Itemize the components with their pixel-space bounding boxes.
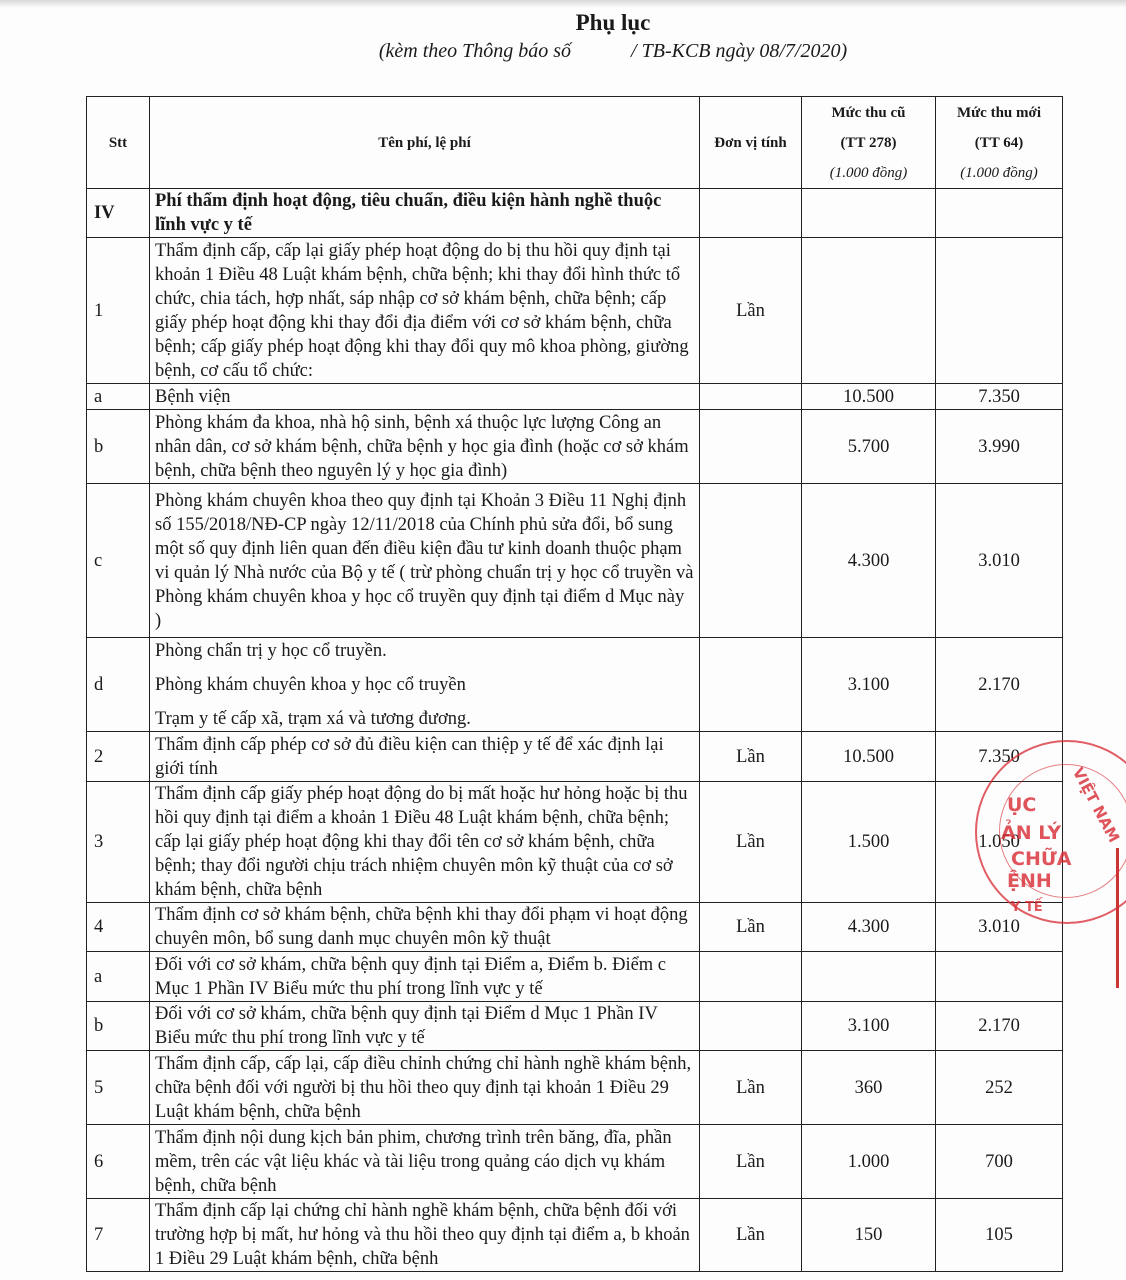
- header-new-l1: Mức thu mới: [957, 104, 1041, 121]
- row-old-fee: 1.000: [802, 1125, 936, 1199]
- row-stt: a: [87, 952, 150, 1002]
- row-new-fee: 3.010: [936, 903, 1063, 952]
- table-row: [87, 952, 1063, 1002]
- row-name: Đối với cơ sở khám, chữa bệnh quy định tại Điểm d Mục 1 Phần IV Biểu mức thu phí trong lĩnh vực y tế: [150, 1002, 700, 1051]
- header-new-fee: [936, 97, 1063, 189]
- row-name: Phòng khám đa khoa, nhà hộ sinh, bệnh xá thuộc lực lượng Công an nhân dân, cơ sở khám bệnh, chữa bệnh y học gia đình (hoặc cơ sở khám bệnh, chữa bệnh theo nguyên lý y học gia đình): [150, 410, 700, 484]
- table-row: [87, 732, 1063, 782]
- table-row: [87, 410, 1063, 484]
- header-old-l3: (1.000 đồng): [829, 164, 908, 181]
- page-title: Phụ lục: [575, 10, 651, 35]
- row-old-fee: 4.300: [802, 484, 936, 638]
- row-stt: 4: [87, 903, 150, 952]
- row-old-fee: 1.500: [802, 782, 936, 903]
- row-stt: 1: [87, 238, 150, 384]
- row-old-fee: [802, 952, 936, 1002]
- row-unit: [700, 952, 802, 1002]
- row-stt: 2: [87, 732, 150, 782]
- row-old-fee: 10.500: [802, 732, 936, 782]
- row-old-fee: [802, 238, 936, 384]
- row-stt: c: [87, 484, 150, 638]
- header-unit: Đơn vị tính: [700, 97, 802, 189]
- header-old-fee: [802, 97, 936, 189]
- row-new-fee: 7.350: [936, 732, 1063, 782]
- table-header-row: [87, 97, 1063, 189]
- row-unit: Lần: [700, 732, 802, 782]
- row-new-fee: 105: [936, 1199, 1063, 1272]
- row-old-fee: [802, 189, 936, 238]
- row-old-fee: 150: [802, 1199, 936, 1272]
- table-row: [87, 384, 1063, 410]
- row-stt: 3: [87, 782, 150, 903]
- row-name: Thẩm định nội dung kịch bản phim, chương trình trên băng, đĩa, phần mềm, trên các vật liệu khác và tài liệu trong quảng cáo dịch vụ khám bệnh, chữa bệnh: [150, 1125, 700, 1199]
- row-name: Phòng khám chuyên khoa theo quy định tại Khoản 3 Điều 11 Nghị định số 155/2018/NĐ-CP ngày 12/11/2018 của Chính phủ sửa đổi, bổ sung một số quy định liên quan đến điều kiện đầu tư kinh doanh thuộc phạm vi quản lý Nhà nước của Bộ y tế ( trừ phòng chuẩn trị y học cổ truyền và Phòng khám chuyên khoa y học cổ truyền quy định tại điểm d Mục này ): [150, 484, 700, 638]
- header-old-l1: Mức thu cũ: [831, 104, 906, 121]
- stamp-text: ẢN LÝ: [1001, 822, 1062, 844]
- row-new-fee: 1.050: [936, 782, 1063, 903]
- stamp-text: Y TẾ: [1011, 900, 1043, 915]
- row-name: Đối với cơ sở khám, chữa bệnh quy định tại Điểm a, Điểm b. Điểm c Mục 1 Phần IV Biểu mức thu phí trong lĩnh vực y tế: [150, 952, 700, 1002]
- row-new-fee: [936, 238, 1063, 384]
- table-row: [87, 189, 1063, 238]
- row-unit: Lần: [700, 1199, 802, 1272]
- row-unit: [700, 384, 802, 410]
- row-name: Thẩm định cấp, cấp lại giấy phép hoạt động do bị thu hồi quy định tại khoản 1 Điều 48 Luật khám bệnh, chữa bệnh; khi thay đổi hình thức tổ chức, chia tách, hợp nhất, sáp nhập cơ sở khám bệnh, chữa bệnh; cấp giấy phép hoạt động khi thay đổi địa điểm với cơ sở khám bệnh, chữa bệnh; cấp giấy phép hoạt động khi thay đổi quy mô khoa phòng, giường bệnh, cơ cấu tổ chức:: [150, 238, 700, 384]
- fee-table-wrapper: [86, 96, 1062, 1272]
- row-name: [150, 638, 700, 732]
- row-old-fee: 360: [802, 1051, 936, 1125]
- row-stt: b: [87, 410, 150, 484]
- header-new-l3: (1.000 đồng): [960, 164, 1038, 181]
- table-row: [87, 903, 1063, 952]
- row-unit: Lần: [700, 238, 802, 384]
- row-old-fee: 4.300: [802, 903, 936, 952]
- table-row: [87, 1125, 1063, 1199]
- row-name: Thẩm định cấp phép cơ sở đủ điều kiện can thiệp y tế để xác định lại giới tính: [150, 732, 700, 782]
- table-row: [87, 782, 1063, 903]
- row-old-fee: 3.100: [802, 1002, 936, 1051]
- row-stt: a: [87, 384, 150, 410]
- row-name: Thẩm định cơ sở khám bệnh, chữa bệnh khi thay đổi phạm vi hoạt động chuyên môn, bổ sung danh mục chuyên môn kỹ thuật: [150, 903, 700, 952]
- table-row: [87, 484, 1063, 638]
- row-unit: Lần: [700, 1051, 802, 1125]
- row-old-fee: 10.500: [802, 384, 936, 410]
- table-row: [87, 638, 1063, 732]
- row-stt: IV: [87, 189, 150, 238]
- row-stt: b: [87, 1002, 150, 1051]
- row-stt: 7: [87, 1199, 150, 1272]
- row-old-fee: 3.100: [802, 638, 936, 732]
- row-name-line: Phòng chẩn trị y học cổ truyền.: [155, 640, 387, 661]
- header-stt: Stt: [87, 97, 150, 189]
- row-unit: [700, 484, 802, 638]
- row-unit: [700, 410, 802, 484]
- page-top-shadow: [0, 0, 1126, 8]
- row-name: Thẩm định cấp giấy phép hoạt động do bị mất hoặc hư hỏng hoặc bị thu hồi quy định tại điểm a khoản 1 Điều 48 Luật khám bệnh, chữa bệnh; cấp lại giấy phép hoạt động khi thay đổi tên cơ sở khám bệnh, chữa bệnh; thay đổi người chịu trách nhiệm chuyên môn kỹ thuật của cơ sở khám bệnh, chữa bệnh: [150, 782, 700, 903]
- table-row: [87, 238, 1063, 384]
- stamp-text: CHỮA: [1011, 848, 1072, 870]
- row-name: Phí thẩm định hoạt động, tiêu chuẩn, điều kiện hành nghề thuộc lĩnh vực y tế: [150, 189, 700, 238]
- row-name-line: Trạm y tế cấp xã, trạm xá và tương đương.: [155, 708, 471, 729]
- row-unit: Lần: [700, 782, 802, 903]
- row-new-fee: 2.170: [936, 638, 1063, 732]
- row-unit: Lần: [700, 903, 802, 952]
- row-unit: Lần: [700, 1125, 802, 1199]
- row-new-fee: 700: [936, 1125, 1063, 1199]
- fee-table: [86, 96, 1063, 1272]
- row-new-fee: 7.350: [936, 384, 1063, 410]
- table-row: [87, 1199, 1063, 1272]
- stamp-text: ỤC: [1007, 794, 1037, 816]
- header-new-l2: (TT 64): [974, 134, 1024, 151]
- row-stt: d: [87, 638, 150, 732]
- row-unit: [700, 638, 802, 732]
- row-unit: [700, 189, 802, 238]
- table-row: [87, 1051, 1063, 1125]
- page-subtitle: (kèm theo Thông báo số / TB-KCB ngày 08/7/2020): [378, 40, 848, 62]
- stamp-text: ỆNH: [1007, 870, 1052, 892]
- row-name-line: Phòng khám chuyên khoa y học cổ truyền: [155, 674, 466, 695]
- red-edge-mark: [1116, 848, 1119, 988]
- header-name: Tên phí, lệ phí: [150, 97, 700, 189]
- stamp-text: VIỆT NAM: [1068, 764, 1124, 846]
- row-new-fee: [936, 189, 1063, 238]
- row-new-fee: 252: [936, 1051, 1063, 1125]
- row-new-fee: [936, 952, 1063, 1002]
- header-old-l2: (TT 278): [840, 134, 897, 151]
- row-new-fee: 2.170: [936, 1002, 1063, 1051]
- row-new-fee: 3.990: [936, 410, 1063, 484]
- row-stt: 6: [87, 1125, 150, 1199]
- row-new-fee: 3.010: [936, 484, 1063, 638]
- row-name: Thẩm định cấp lại chứng chỉ hành nghề khám bệnh, chữa bệnh đối với trường hợp bị mất, hư hỏng và thu hồi theo quy định tại điểm a, b khoản 1 Điều 29 Luật khám bệnh, chữa bệnh: [150, 1199, 700, 1272]
- row-unit: [700, 1002, 802, 1051]
- row-name: Thẩm định cấp, cấp lại, cấp điều chỉnh chứng chỉ hành nghề khám bệnh, chữa bệnh đối với người bị thu hồi theo quy định tại khoản 1 Điều 29 Luật khám bệnh, chữa bệnh: [150, 1051, 700, 1125]
- row-name: Bệnh viện: [150, 384, 700, 410]
- row-old-fee: 5.700: [802, 410, 936, 484]
- row-stt: 5: [87, 1051, 150, 1125]
- table-row: [87, 1002, 1063, 1051]
